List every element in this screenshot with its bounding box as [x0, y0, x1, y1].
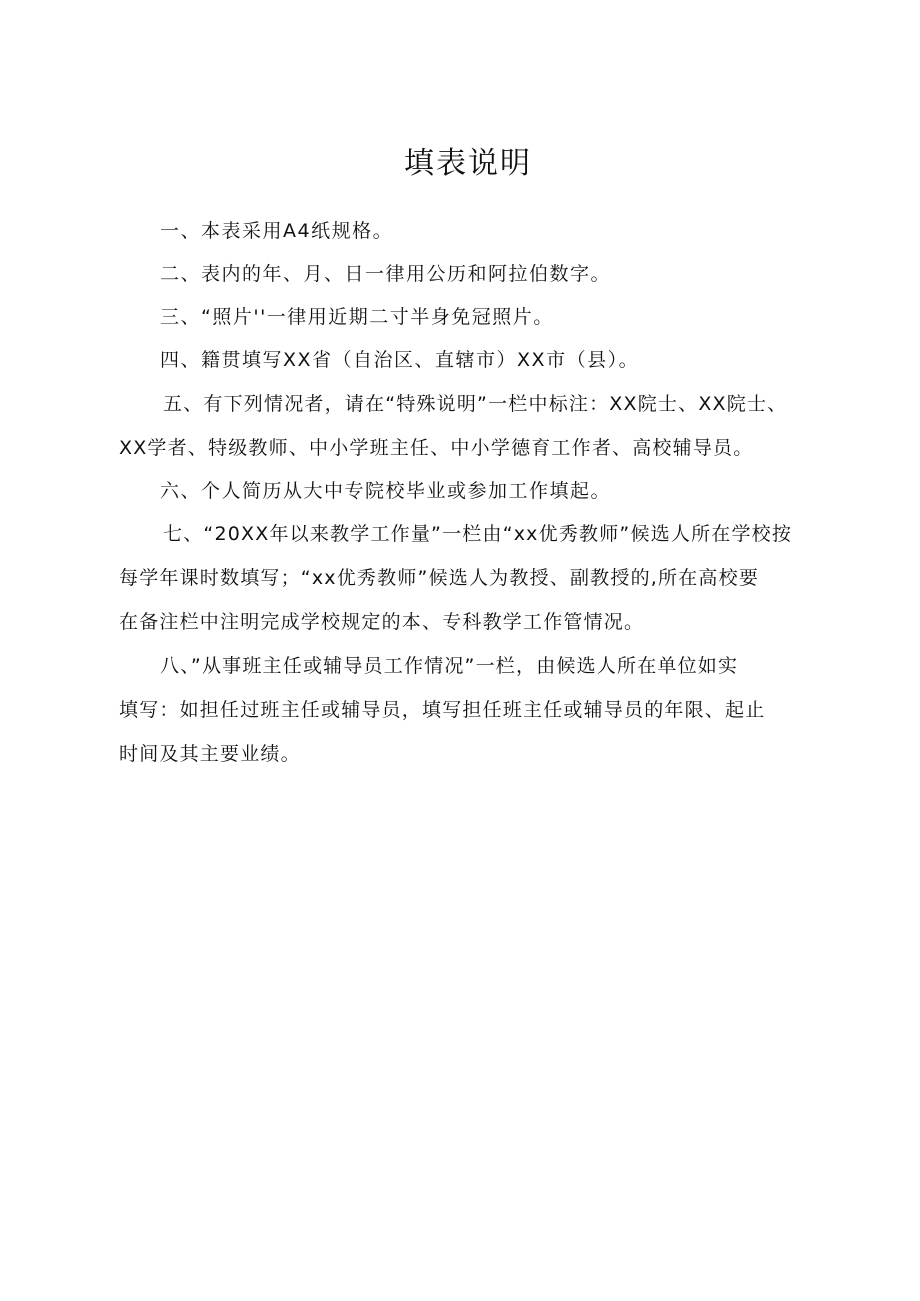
instruction-line-3: 三、“照片''一律用近期二寸半身免冠照片。: [160, 306, 554, 328]
document-title: 填表说明: [404, 146, 532, 181]
instruction-line-8-part-1: 八、”从事班主任或辅导员工作情况”一栏，由候选人所在单位如实: [160, 655, 739, 677]
instruction-line-8-part-3: 时间及其主要业绩。: [119, 743, 301, 765]
instruction-line-5-part-2: XX学者、特级教师、中小学班主任、中小学德育工作者、高校辅导员。: [119, 437, 754, 459]
instruction-line-1: 一、本表采用A4纸规格。: [160, 220, 394, 242]
instruction-line-7-part-3: 在备注栏中注明完成学校规定的本、专科教学工作管情况。: [119, 611, 645, 633]
instruction-line-8-part-2: 填写：如担任过班主任或辅导员，填写担任班主任或辅导员的年限、起止: [119, 699, 766, 721]
instruction-line-7-part-2: 每学年课时数填写；“xx优秀教师”候选人为教授、副教授的,所在高校要: [119, 567, 760, 589]
instruction-line-6: 六、个人简历从大中专院校毕业或参加工作填起。: [160, 480, 612, 502]
instruction-line-7-part-1: 七、“20XX年以来教学工作量”一栏由“xx优秀教师”候选人所在学校按: [163, 523, 793, 545]
instruction-line-4: 四、籍贯填写XX省（自治区、直辖市）XX市（县）。: [160, 349, 640, 371]
instruction-line-2: 二、表内的年、月、日一律用公历和阿拉伯数字。: [160, 263, 612, 285]
instruction-line-5-part-1: 五、有下列情况者，请在“特殊说明”一栏中标注：XX院士、XX院士、: [163, 393, 788, 415]
